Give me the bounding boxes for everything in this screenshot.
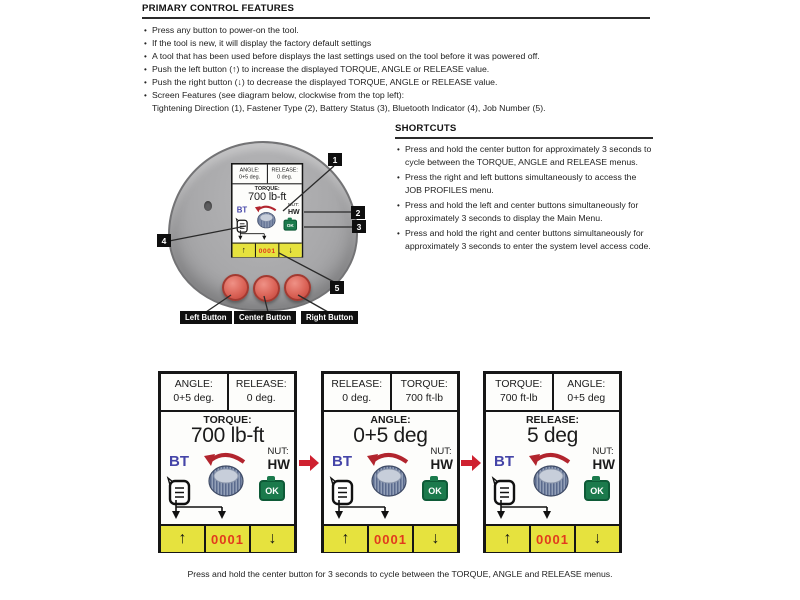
bluetooth-indicator: BT bbox=[332, 453, 352, 470]
main-menu-value: 700 lb-ft bbox=[248, 190, 287, 203]
bluetooth-indicator: BT bbox=[494, 453, 514, 470]
battery-tab bbox=[430, 476, 438, 481]
bullet-item: • If the tool is new, it will display the factory default settings bbox=[142, 37, 650, 50]
fastener-type bbox=[268, 447, 291, 472]
bullet-item: • Press any button to power-on the tool. bbox=[142, 24, 650, 37]
nut-value: HW bbox=[287, 207, 300, 216]
main-menu-label: ANGLE: bbox=[370, 414, 411, 426]
cell-value: 0 deg. bbox=[277, 174, 293, 181]
callout-4-bluetooth-indicator: 4 bbox=[157, 234, 171, 247]
nut-value: HW bbox=[592, 457, 615, 472]
top-right-cell bbox=[268, 165, 302, 184]
cell-value: 0 deg. bbox=[246, 393, 276, 404]
direction-indicator-icon bbox=[170, 500, 230, 522]
bullet-item: • Press the right and left buttons simultaneously to access the JOB PROFILES menu. bbox=[395, 171, 653, 197]
primary-section-title: PRIMARY CONTROL FEATURES bbox=[142, 3, 650, 19]
job-number: 0001 bbox=[206, 526, 251, 552]
callout-5-job-number: 5 bbox=[330, 281, 344, 294]
battery-status-icon bbox=[584, 480, 610, 501]
top-left-cell bbox=[233, 165, 268, 184]
top-right-cell bbox=[554, 374, 620, 410]
nut-label: NUT: bbox=[287, 202, 299, 208]
center-button-label: Center Button bbox=[234, 311, 296, 324]
device-display bbox=[231, 163, 303, 258]
job-number: 0001 bbox=[369, 526, 414, 552]
decrease-key: ↓ bbox=[288, 245, 293, 255]
callout-1-tightening-direction: 1 bbox=[328, 153, 342, 166]
nut-label: NUT: bbox=[592, 446, 614, 457]
top-right-cell bbox=[229, 374, 295, 410]
screen-features-detail: Tightening Direction (1), Fastener Type (2), Battery Status (3), Bluetooth Indicator (4), Job Number (5). bbox=[152, 103, 546, 113]
job-number: 0001 bbox=[531, 526, 576, 552]
dial-knob-icon bbox=[201, 447, 251, 501]
next-screen-arrow-icon bbox=[299, 455, 319, 471]
left-button-label: Left Button bbox=[180, 311, 232, 324]
main-menu-value: 0+5 deg bbox=[353, 424, 428, 447]
top-left-cell bbox=[324, 374, 392, 410]
cell-label: ANGLE: bbox=[567, 379, 606, 390]
cell-label: RELEASE: bbox=[331, 379, 383, 390]
tool-mount-hole bbox=[204, 201, 212, 211]
nut-label: NUT: bbox=[430, 446, 452, 457]
cycle-caption: Press and hold the center button for 3 seconds to cycle between the TORQUE, ANGLE and RELEASE menus. bbox=[187, 569, 613, 579]
increase-key: ↑ bbox=[233, 244, 256, 258]
cell-label: TORQUE: bbox=[495, 379, 543, 390]
cell-value: 700 ft-lb bbox=[405, 393, 444, 404]
cell-value: 0+5 deg. bbox=[238, 174, 261, 181]
cell-value: 0+5 deg bbox=[567, 393, 606, 404]
cell-value: 0+5 deg. bbox=[173, 393, 215, 404]
battery-status-text: OK bbox=[265, 485, 279, 496]
main-menu-label: TORQUE: bbox=[254, 185, 280, 192]
bullet-item: • Push the left button (↑) to increase the displayed TORQUE, ANGLE or RELEASE value. bbox=[142, 63, 650, 76]
bullet-item: • Screen Features (see diagram below, clockwise from the top left): bbox=[142, 89, 650, 102]
right-button bbox=[284, 274, 311, 301]
cell-label: RELEASE: bbox=[271, 167, 298, 173]
battery-tab bbox=[288, 218, 292, 221]
increase-key: ↑ bbox=[161, 526, 206, 552]
cell-value: 700 ft-lb bbox=[499, 393, 538, 404]
nut-value: HW bbox=[267, 457, 290, 472]
center-button bbox=[253, 275, 280, 302]
dial-knob-icon bbox=[253, 203, 279, 231]
battery-tab bbox=[267, 476, 275, 481]
bullet-item: • Press and hold the right and center buttons simultaneously for approximately 3 seconds to enter the system level access code. bbox=[395, 227, 653, 253]
dial-knob-icon bbox=[364, 447, 414, 501]
main-menu-value: 5 deg bbox=[526, 424, 579, 447]
battery-status-icon bbox=[284, 220, 298, 231]
increase-key: ↑ bbox=[486, 526, 531, 552]
bluetooth-indicator: BT bbox=[169, 453, 189, 470]
shortcuts-section-title: SHORTCUTS bbox=[395, 123, 653, 139]
fastener-type bbox=[288, 203, 300, 216]
top-left-cell bbox=[161, 374, 229, 410]
left-button bbox=[222, 274, 249, 301]
primary-bullet-list bbox=[142, 24, 650, 102]
device-screen-torque bbox=[231, 163, 303, 258]
direction-indicator-icon bbox=[237, 230, 268, 241]
battery-status-icon bbox=[422, 480, 448, 501]
bluetooth-indicator: BT bbox=[236, 205, 248, 215]
menu-screen-angle bbox=[321, 371, 460, 553]
job-number: 0001 bbox=[256, 244, 279, 258]
menu-screen-torque bbox=[158, 371, 297, 553]
main-menu-label: TORQUE: bbox=[203, 414, 252, 426]
battery-status-text: OK bbox=[590, 485, 604, 496]
callout-2-fastener-type: 2 bbox=[351, 206, 365, 219]
fastener-type bbox=[593, 447, 616, 472]
bullet-item: • Push the right button (↓) to decrease the displayed TORQUE, ANGLE or RELEASE value. bbox=[142, 76, 650, 89]
top-right-cell bbox=[392, 374, 458, 410]
main-menu-value: 700 lb-ft bbox=[190, 424, 265, 447]
cell-label: RELEASE: bbox=[235, 379, 287, 390]
bullet-item: • Press and hold the center button for approximately 3 seconds to cycle between the TORQUE, ANGLE and RELEASE menus. bbox=[395, 143, 653, 169]
top-left-cell bbox=[486, 374, 554, 410]
increase-key: ↑ bbox=[324, 526, 369, 552]
cell-label: ANGLE: bbox=[239, 167, 260, 173]
bullet-item: • A tool that has been used before displays the last settings used on the tool before it was powered off. bbox=[142, 50, 650, 63]
bullet-item: • Press and hold the left and center buttons simultaneously for approximately 3 seconds to display the Main Menu. bbox=[395, 199, 653, 225]
decrease-key: ↓ bbox=[431, 530, 440, 547]
battery-status-icon bbox=[259, 480, 285, 501]
callout-3-battery-status: 3 bbox=[352, 220, 366, 233]
dial-knob-icon bbox=[526, 447, 576, 501]
shortcuts-section bbox=[395, 123, 653, 255]
direction-indicator-icon bbox=[495, 500, 555, 522]
fastener-type bbox=[431, 447, 454, 472]
right-button-label: Right Button bbox=[301, 311, 358, 324]
decrease-key: ↓ bbox=[593, 530, 602, 547]
cell-label: ANGLE: bbox=[174, 379, 213, 390]
main-menu-label: RELEASE: bbox=[525, 414, 580, 426]
decrease-key: ↓ bbox=[268, 530, 277, 547]
direction-indicator-icon bbox=[333, 500, 393, 522]
shortcuts-bullet-list bbox=[395, 143, 653, 253]
battery-status-text: OK bbox=[428, 485, 442, 496]
battery-status-text: OK bbox=[286, 222, 294, 228]
cell-value: 0 deg. bbox=[342, 393, 372, 404]
battery-tab bbox=[592, 476, 600, 481]
primary-control-section bbox=[142, 3, 650, 115]
nut-label: NUT: bbox=[267, 446, 289, 457]
cell-label: TORQUE: bbox=[400, 379, 448, 390]
menu-screen-release bbox=[483, 371, 622, 553]
nut-value: HW bbox=[430, 457, 453, 472]
next-screen-arrow-icon bbox=[461, 455, 481, 471]
